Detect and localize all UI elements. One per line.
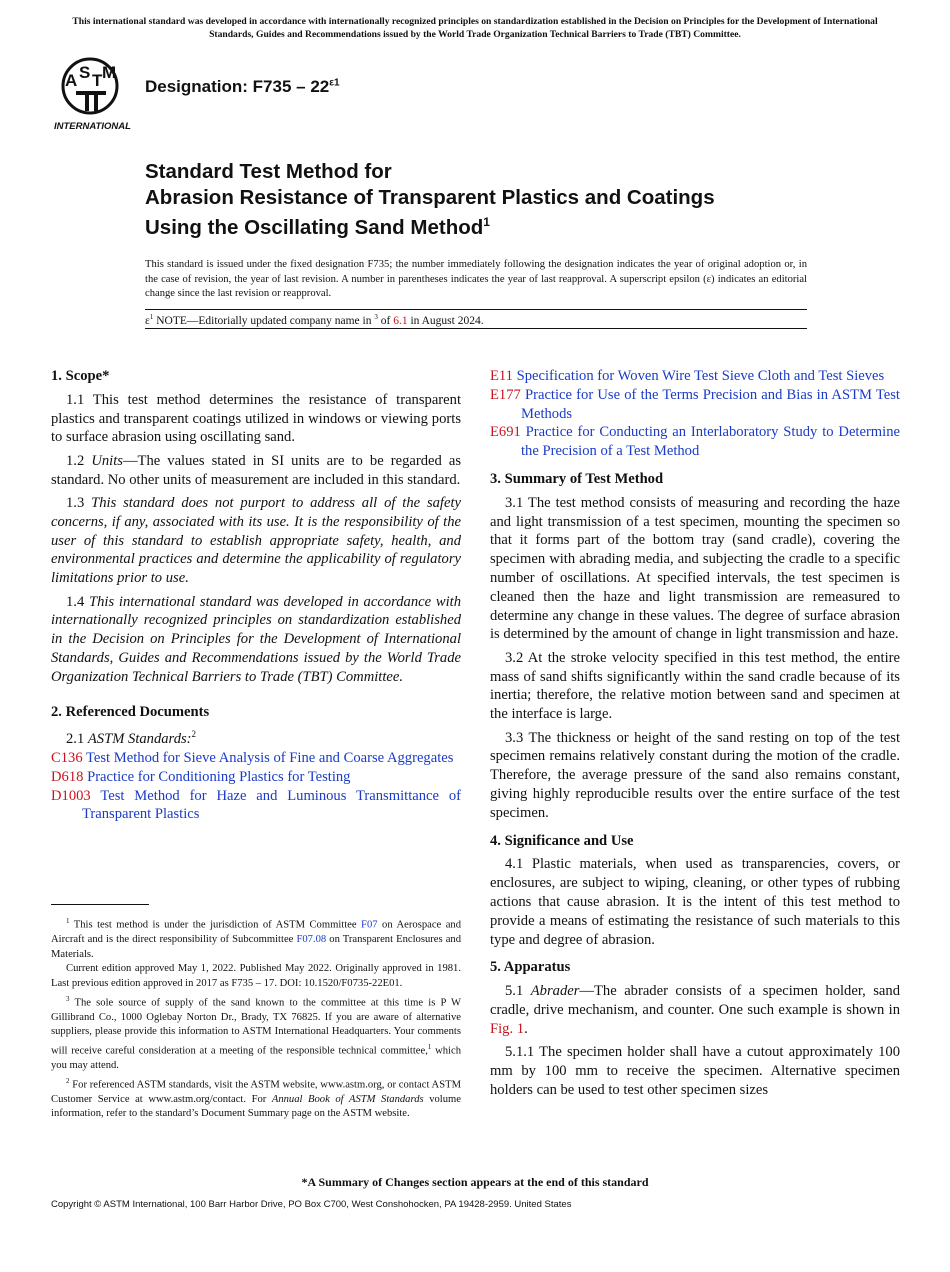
page-title xyxy=(145,159,845,240)
svg-text:A: A xyxy=(65,71,78,90)
designation-epsilon: ε1 xyxy=(329,77,340,89)
footnote-ref[interactable]: 3 xyxy=(374,313,378,321)
title-line-3: Using the Oscillating Sand Method xyxy=(145,215,484,239)
title-line-1: Standard Test Method for xyxy=(145,160,392,183)
footnote-2: $^2$ For referenced ASTM standards, visit the ASTM website, www.astm.org, or contact ASTM Customer Service at www.astm.org/contact. For Annual Book of ASTM Standards volume information, refer to the standard’s Document Summary page on the ASTM website. xyxy=(51,1076,461,1120)
footnotes xyxy=(51,914,461,1122)
copyright: Copyright © ASTM International, 100 Barr Harbor Drive, PO Box C700, West Conshohocken, PA 19428-2959. United States xyxy=(51,1199,572,1210)
divider xyxy=(145,309,807,310)
logo-label: INTERNATIONAL xyxy=(54,121,131,132)
paragraph-1-4: 1.4 This international standard was developed in accordance with internationally recognized principles on standardization established in the Decision on Principles for the Development of International Standards, Guides and Recommendations issued by the World Trade Organization Technical Barriers to Trade (TBT) Committee. xyxy=(51,593,462,685)
section-heading-significance: 4. Significance and Use xyxy=(490,832,634,849)
figure-link[interactable]: Fig. 1 xyxy=(490,1020,525,1037)
footnote-1: $^1$ This test method is under the jurisdiction of ASTM Committee F07 on Aerospace and Aircraft and is the direct responsibility of Subcommittee F07.08 on Transparent Enclosures and Materials. xyxy=(51,917,461,960)
designation xyxy=(145,77,340,97)
paragraph-5-1: 5.1 Abrader—The abrader consists of a specimen holder, sand cradle, drive mechanism, and counter. One such example is shown in Fig. 1. xyxy=(490,983,900,1037)
title-footnote-ref[interactable]: 1 xyxy=(483,215,490,229)
committee-link[interactable]: F07 xyxy=(361,919,378,931)
paragraph-3-1: 3.1 The test method consists of measuring and recording the haze and light transmission of a test specimen, mounting the specimen so that it forms part of the bottom tray (sand cradle), covering the specimen with abrading media, and subjecting the cradle to a specific number of oscillations. At specified intervals, the test specimen is cleaned then the haze and light transmission are remeasured to determine any change in these values. The degree of surface abrasion is determined by the amount of change in light transmission and haze. xyxy=(490,494,900,643)
issue-note: This standard is issued under the fixed designation F735; the number immediately following the designation indicates the year of original adoption or, in the case of revision, the year of last revision. A number in parentheses indicates the year of last reapproval. A superscript epsilon (ε) indicates an editorial change since the last revision or reapproval. xyxy=(145,259,807,299)
reference-item[interactable]: C136 Test Method for Sieve Analysis of Fine and Coarse Aggregates xyxy=(51,749,454,766)
astm-logo-icon xyxy=(52,56,136,132)
left-column xyxy=(51,367,461,824)
designation-label: Designation: F735 – 22 xyxy=(145,77,330,96)
section-link-6-1[interactable]: 6.1 xyxy=(393,314,408,327)
reference-item[interactable]: E691 Practice for Conducting an Interlaboratory Study to Determine the Precision of a Test Method xyxy=(490,424,900,460)
section-heading-summary: 3. Summary of Test Method xyxy=(490,470,664,487)
paragraph-2-1: 2.1 ASTM Standards:$^2$ xyxy=(66,729,197,748)
paragraph-3-3: 3.3 The thickness or height of the sand resting on top of the test specimen remains relatively constant during the motion of the cradle. Therefore, the average pressure of the sand also remains constant, giving highly reproducible results over the entire surface of the test specimen. xyxy=(490,729,900,821)
paragraph-1-2: 1.2 Units—The values stated in SI units are to be regarded as standard. No other units of measurement are included in this standard. xyxy=(51,452,461,488)
paragraph-1-1: 1.1 This test method determines the resistance of transparent plastics and transparent coatings utilized in windows or viewing ports to surface abrasion using oscillating sand. xyxy=(51,391,461,446)
divider xyxy=(145,328,807,329)
astm-logo xyxy=(52,56,136,132)
reference-item[interactable]: E11 Specification for Woven Wire Test Sieve Cloth and Test Sieves xyxy=(490,368,885,384)
section-heading-referenced: 2. Referenced Documents xyxy=(51,703,210,720)
footnote-1-edition: Current edition approved May 1, 2022. Published May 2022. Originally approved in 1981. Last previous edition approved in 2017 as F735 – 17. DOI: 10.1520/F0735-22E01. xyxy=(51,963,461,989)
reference-item[interactable]: D618 Practice for Conditioning Plastics for Testing xyxy=(51,768,351,785)
reference-item[interactable]: E177 Practice for Use of the Terms Precision and Bias in ASTM Test Methods xyxy=(490,386,900,422)
section-heading-apparatus: 5. Apparatus xyxy=(490,959,571,976)
paragraph-4-1: 4.1 Plastic materials, when used as transparencies, covers, or enclosures, are subject to wiping, cleaning, or other types of rubbing actions that cause abrasion. It is the intent of this test method to provide a means of estimating the resistance of such materials to this type and degree of abrasion. xyxy=(490,856,900,948)
footnote-divider xyxy=(51,904,149,905)
footnote-3: $^3$ The sole source of supply of the sand known to the committee at this time is P W Gillibrand Co., 1000 Oglebay Norton Dr., Brady, TX 76825. If you are aware of alternative suppliers, please provide this information to ASTM International Headquarters. Your comments will receive careful consideration at a meeting of the responsible technical committee,$^1$ which you may attend. xyxy=(51,994,461,1071)
reference-item[interactable]: D1003 Test Method for Haze and Luminous Transmittance of Transparent Plastics xyxy=(51,787,461,823)
summary-of-changes-note: *A Summary of Changes section appears at the end of this standard xyxy=(301,1175,649,1189)
subcommittee-link[interactable]: F07.08 xyxy=(296,934,327,946)
paragraph-1-3: 1.3 This standard does not purport to address all of the safety concerns, if any, associated with its use. It is the responsibility of the user of this standard to establish appropriate safety, health, and environmental practices and determine the applicability of regulatory limitations prior to use. xyxy=(51,494,461,587)
section-heading-scope: 1. Scope* xyxy=(51,368,110,384)
svg-text:T: T xyxy=(92,71,103,90)
paragraph-3-2: 3.2 At the stroke velocity specified in this test method, the entire mass of sand shifts significantly within the sand cradle because of its inertia; therefore, the relative motion between sand and specimen at the interface is large. xyxy=(490,649,900,723)
top-notice: This international standard was developed in accordance with internationally recognized principles on standardization established in the Decision on Principles for the Development of International Standards, Guides and Recommendations issued by the World Trade Organization Technical Barriers to Trade (TBT) Committee. xyxy=(72,16,878,40)
right-column xyxy=(490,367,900,1104)
paragraph-5-1-1: 5.1.1 The specimen holder shall have a cutout approximately 100 mm by 100 mm to receive the specimen. Alternative specimen holders can be used to test other specimen sizes xyxy=(490,1044,900,1098)
editorial-note: $\varepsilon^1$ NOTE—Editorially updated company name in $^3$ of 6.1 in August 2024. xyxy=(145,313,484,327)
svg-text:M: M xyxy=(102,63,117,82)
title-line-2: Abrasion Resistance of Transparent Plastics and Coatings xyxy=(145,185,715,209)
svg-text:S: S xyxy=(79,63,91,82)
